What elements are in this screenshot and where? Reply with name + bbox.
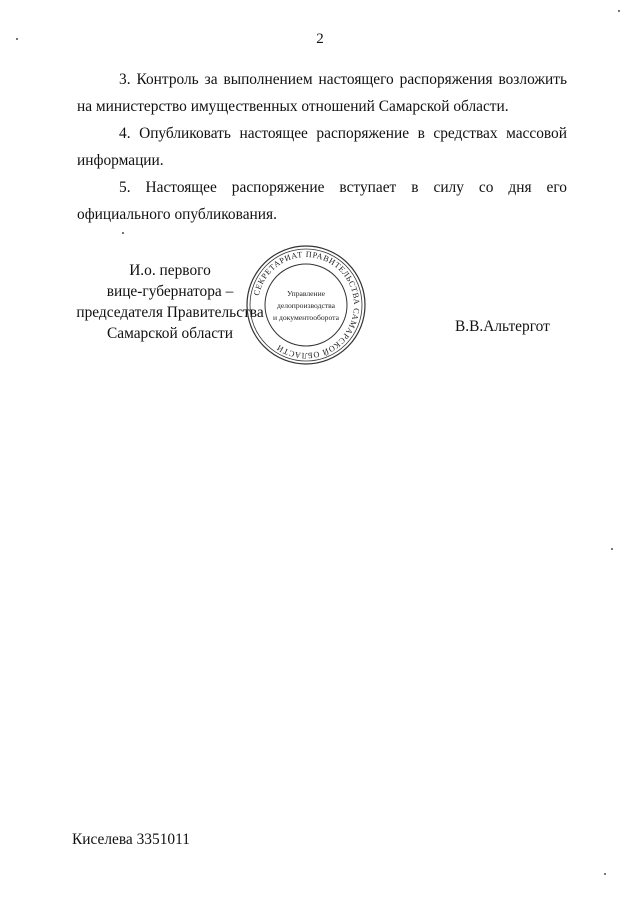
paragraph-5: 5. Настоящее распоряжение вступает в силу со дня его официального опубликования. (77, 179, 567, 223)
executor-contact: Киселева 3351011 (72, 831, 190, 848)
scan-speck (604, 873, 606, 875)
stamp-ring-text: СЕКРЕТАРИАТ ПРАВИТЕЛЬСТВА САМАРСКОЙ ОБЛАСТИ (251, 249, 362, 361)
scan-speck (16, 38, 18, 40)
signatory-title-line: И.о. первого (129, 262, 211, 279)
paragraph-4: 4. Опубликовать настоящее распоряжение в средствах массовой информации. (77, 125, 567, 169)
signatory-title-line: вице-губернатора – (106, 283, 234, 300)
scan-speck (611, 548, 613, 550)
signatory-title-line: Самарской области (106, 325, 233, 342)
stamp-center-line: делопроизводства (276, 301, 336, 310)
paragraph-3: 3. Контроль за выполнением настоящего распоряжения возложить на министерство имущественных отношений Самарской области. (77, 71, 567, 115)
scan-speck (618, 10, 620, 12)
body-text (77, 66, 567, 228)
scan-speck (122, 232, 124, 234)
signatory-title (70, 260, 270, 344)
stamp-center-line: и документооборота (273, 313, 339, 322)
signatory-title-line: председателя Правительства (76, 304, 264, 321)
page-number: 2 (316, 31, 324, 47)
stamp-center-line: Управление (286, 289, 326, 298)
official-stamp (245, 244, 367, 366)
signatory-name: В.В.Альтергот (455, 318, 550, 335)
